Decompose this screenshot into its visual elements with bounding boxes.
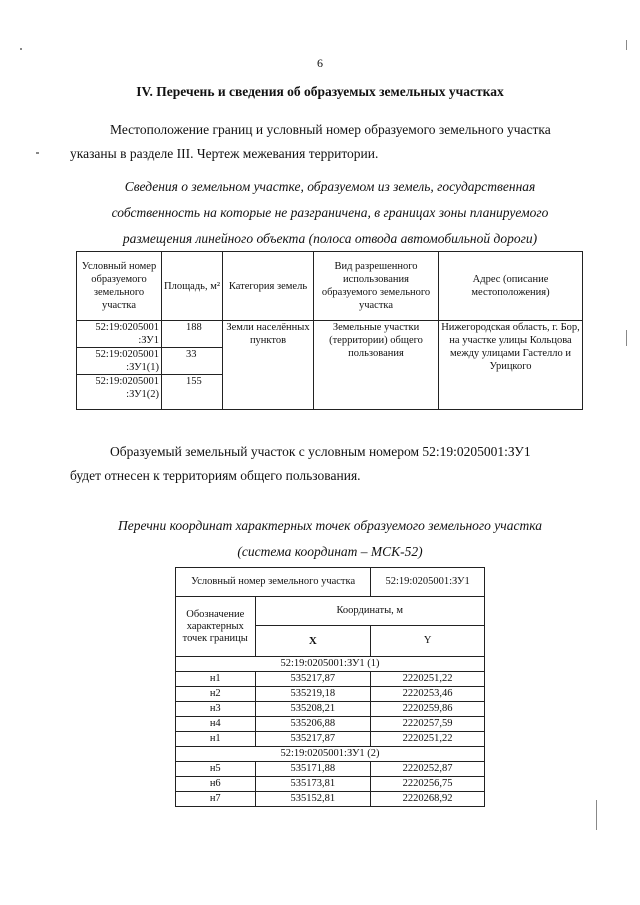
point-name: н5 (176, 762, 256, 777)
plot-area: 33 (162, 348, 223, 375)
point-y: 2220251,22 (371, 672, 485, 687)
plot-info-caption (60, 174, 600, 252)
plot-area: 188 (162, 321, 223, 348)
scan-mark (626, 40, 627, 50)
table-row (176, 597, 485, 626)
caption-line: (система координат – МСК-52) (237, 544, 423, 559)
table-row (176, 777, 485, 792)
group-row (176, 657, 485, 672)
location-paragraph-line1: Местоположение границ и условный номер образуемого земельного участка (110, 122, 551, 137)
point-x: 535173,81 (255, 777, 371, 792)
table-row (176, 792, 485, 807)
coordinates-label: Координаты, м (255, 597, 485, 626)
caption-line: собственность на которые не разграничена, в границах зоны планируемого (111, 205, 549, 220)
point-x: 535217,87 (255, 672, 371, 687)
table-row (176, 702, 485, 717)
page-number: 6 (317, 56, 323, 70)
plot-code: 52:19:0205001 :ЗУ1(2) (77, 375, 162, 410)
public-use-paragraph-line1: Образуемый земельный участок с условным номером 52:19:0205001:ЗУ1 (110, 444, 531, 459)
land-category: Земли населённых пунктов (223, 321, 314, 410)
point-x: 535152,81 (255, 792, 371, 807)
point-name: н1 (176, 732, 256, 747)
group-title: 52:19:0205001:ЗУ1 (2) (176, 747, 485, 762)
coordinates-caption (60, 513, 600, 565)
table-row (77, 321, 583, 348)
point-name: н3 (176, 702, 256, 717)
header-permitted-use: Вид разрешенного использования образуемого земельного участка (314, 252, 439, 321)
point-x: 535171,88 (255, 762, 371, 777)
point-name: н6 (176, 777, 256, 792)
point-y: 2220253,46 (371, 687, 485, 702)
plot-code: 52:19:0205001 :ЗУ1(1) (77, 348, 162, 375)
header-area: Площадь, м² (162, 252, 223, 321)
plot-area: 155 (162, 375, 223, 410)
public-use-paragraph (70, 440, 582, 488)
point-name: н1 (176, 672, 256, 687)
point-y: 2220256,75 (371, 777, 485, 792)
point-x: 535208,21 (255, 702, 371, 717)
caption-line: Перечни координат характерных точек образуемого земельного участка (118, 518, 542, 533)
point-y: 2220252,87 (371, 762, 485, 777)
header-plot-number: Условный номер образуемого земельного участка (77, 252, 162, 321)
group-title: 52:19:0205001:ЗУ1 (1) (176, 657, 485, 672)
point-label: Обозначение характерных точек границы (176, 597, 256, 657)
point-y: 2220257,59 (371, 717, 485, 732)
coordinates-table (175, 567, 485, 807)
header-category: Категория земель (223, 252, 314, 321)
point-name: н4 (176, 717, 256, 732)
permitted-use: Земельные участки (территории) общего пользования (314, 321, 439, 410)
scan-mark (596, 800, 597, 830)
table-row (176, 568, 485, 597)
public-use-paragraph-line2: будет отнесен к территориям общего пользования. (70, 468, 361, 483)
y-axis-label: Y (371, 626, 485, 657)
table-row (176, 687, 485, 702)
point-x: 535217,87 (255, 732, 371, 747)
plot-number-value: 52:19:0205001:ЗУ1 (371, 568, 485, 597)
location-paragraph-line2: указаны в разделе III. Чертеж межевания территории. (70, 146, 379, 161)
table-row (176, 717, 485, 732)
header-address: Адрес (описание местоположения) (439, 252, 583, 321)
point-y: 2220259,86 (371, 702, 485, 717)
point-y: 2220251,22 (371, 732, 485, 747)
scan-mark (626, 330, 627, 346)
scan-dot (20, 48, 22, 50)
section-heading: IV. Перечень и сведения об образуемых земельных участках (136, 84, 504, 99)
table-header-row (77, 252, 583, 321)
point-x: 535206,88 (255, 717, 371, 732)
point-x: 535219,18 (255, 687, 371, 702)
point-y: 2220268,92 (371, 792, 485, 807)
plot-number-label: Условный номер земельного участка (176, 568, 371, 597)
caption-line: размещения линейного объекта (полоса отвода автомобильной дороги) (122, 231, 538, 246)
table-row (176, 732, 485, 747)
caption-line: Сведения о земельном участке, образуемом из земель, государственная (124, 179, 536, 194)
location-paragraph (70, 118, 582, 166)
plot-code: 52:19:0205001 :ЗУ1 (77, 321, 162, 348)
table-row (176, 672, 485, 687)
table-row (176, 762, 485, 777)
point-name: н2 (176, 687, 256, 702)
x-axis-label: X (255, 626, 371, 657)
point-name: н7 (176, 792, 256, 807)
address: Нижегородская область, г. Бор, на участке улицы Кольцова между улицами Гастелло и Урицкого (439, 321, 583, 410)
plot-info-table (76, 251, 583, 410)
scan-dot (36, 152, 39, 154)
group-row (176, 747, 485, 762)
